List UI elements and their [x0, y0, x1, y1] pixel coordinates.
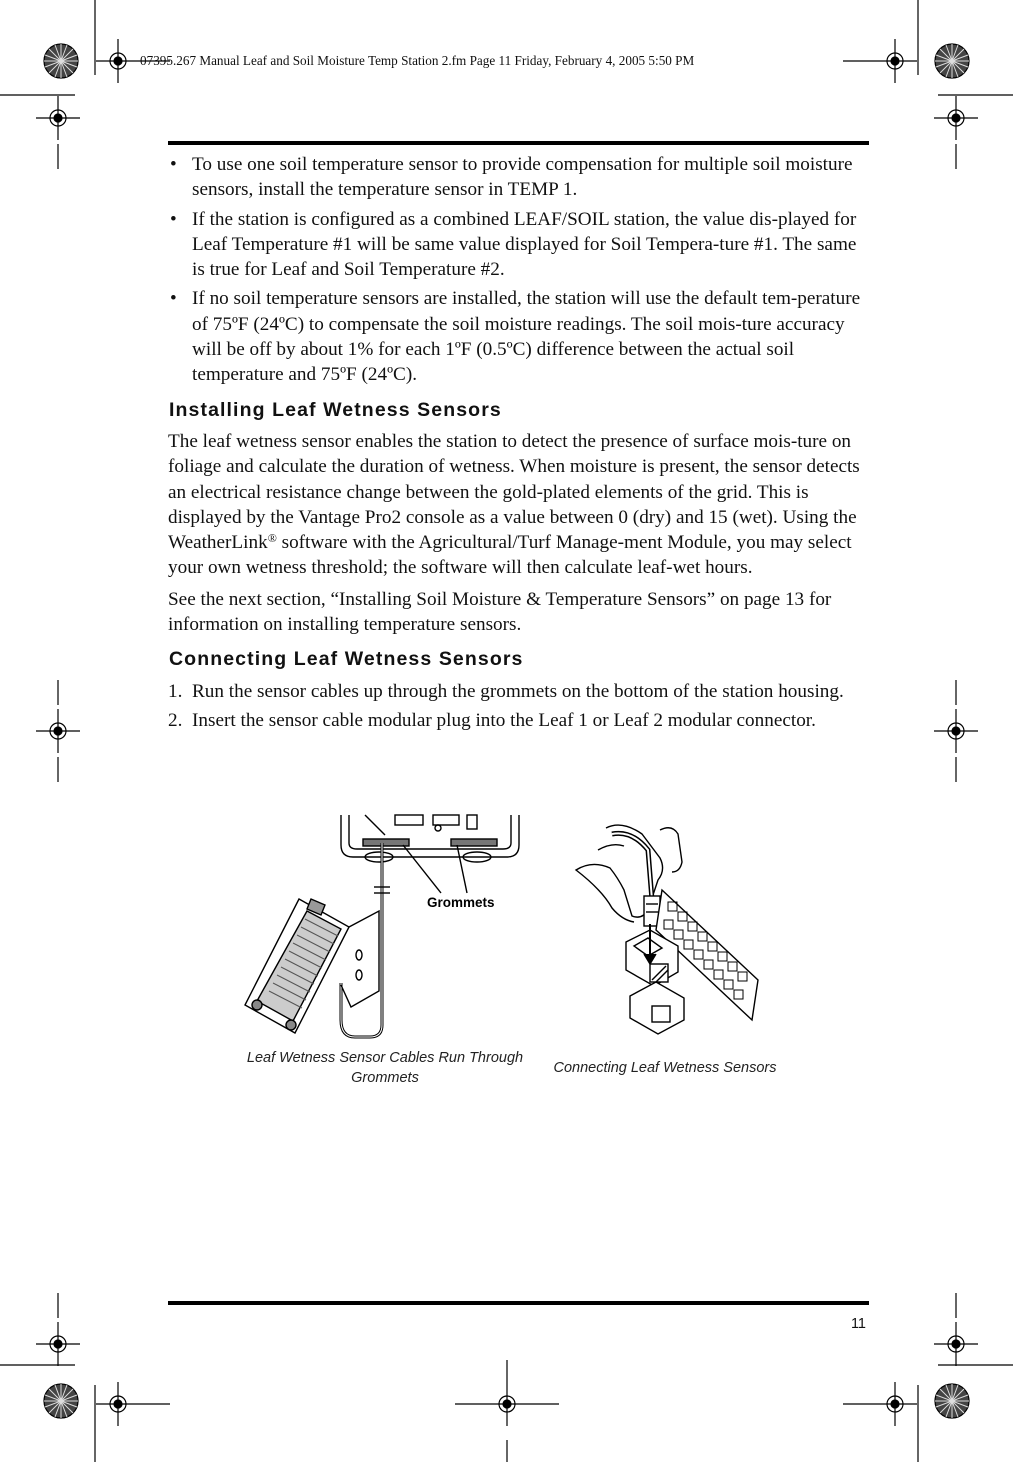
- sunburst-mark-icon: [44, 1384, 78, 1418]
- step-number: 2.: [168, 709, 183, 731]
- crosshair-mark-icon: [934, 1322, 978, 1366]
- grommets-label: Grommets: [427, 895, 495, 910]
- see-next-section-paragraph: See the next section, “Installing Soil Moisture & Temperature Sensors” on page 13 for information on installing temperature sensors.: [168, 588, 832, 636]
- bullet-item: • To use one soil temperature sensor to provide compensation for multiple soil moisture sensors, install the temperature sensor in TEMP 1.: [168, 152, 870, 203]
- crosshair-mark-icon: [873, 1382, 917, 1426]
- description-text-part2: software with the Agricultural/Turf Manage-ment Module, you may select your own wetness threshold; the software will then calculate leaf-wet hours.: [168, 532, 852, 579]
- step-text: Run the sensor cables up through the grommets on the bottom of the station housing.: [192, 680, 844, 702]
- section-heading-connecting: Connecting Leaf Wetness Sensors: [169, 648, 524, 671]
- page-content: [168, 152, 870, 737]
- leaf-wetness-description: [168, 429, 870, 581]
- crosshair-mark-icon: [96, 39, 140, 83]
- step-text: Insert the sensor cable modular plug into the Leaf 1 or Leaf 2 modular connector.: [192, 709, 816, 731]
- bottom-rule: [168, 1301, 869, 1305]
- bullet-list: [168, 152, 870, 388]
- left-caption-line2: Grommets: [351, 1070, 419, 1086]
- bullet-item: • If no soil temperature sensors are installed, the station will use the default tem-perature of 75ºF (24ºC) to compensate the soil moisture readings. The soil mois-ture accuracy will be off by about 1% for each 1ºF (0.5ºC) difference between the actual soil temperature and 75ºF (24ºC).: [168, 286, 870, 387]
- page-number: 11: [850, 1316, 866, 1332]
- grommets-illustration: [245, 815, 525, 1045]
- crosshair-mark-icon: [934, 96, 978, 140]
- bullet-item: • If the station is configured as a combined LEAF/SOIL station, the value dis-played for Leaf Temperature #1 will be same value displayed for Soil Tempera-ture #1. The same is true for Leaf and Soil Temperature #2.: [168, 207, 870, 283]
- crosshair-mark-icon: [36, 96, 80, 140]
- sunburst-mark-icon: [44, 44, 78, 78]
- left-figure-caption: [230, 1048, 540, 1088]
- registered-mark: ®: [267, 531, 277, 546]
- top-rule: [168, 141, 869, 145]
- steps-list: [168, 679, 870, 734]
- right-figure-caption: Connecting Leaf Wetness Sensors: [553, 1060, 777, 1076]
- sunburst-mark-icon: [935, 44, 969, 78]
- crosshair-mark-icon: [36, 1322, 80, 1366]
- print-header: 07395.267 Manual Leaf and Soil Moisture Temp Station 2.fm Page 11 Friday, February 4, 2005 5:50 PM: [140, 53, 695, 68]
- step-item: [168, 708, 870, 733]
- step-item: [168, 679, 870, 704]
- crosshair-mark-icon: [873, 39, 917, 83]
- step-number: 1.: [168, 680, 183, 702]
- left-caption-line1: Leaf Wetness Sensor Cables Run Through: [246, 1050, 524, 1066]
- crosshair-mark-icon: [934, 709, 978, 753]
- sunburst-mark-icon: [935, 1384, 969, 1418]
- crosshair-mark-icon: [485, 1382, 529, 1426]
- crosshair-mark-icon: [36, 709, 80, 753]
- section-heading-installing: Installing Leaf Wetness Sensors: [169, 398, 502, 421]
- connector-illustration: [572, 820, 772, 1030]
- crosshair-mark-icon: [96, 1382, 140, 1426]
- description-text-part1: The leaf wetness sensor enables the station to detect the presence of surface mois-ture on foliage and calculate the duration of wetness. When moisture is present, the sensor detects an electrical resistance change between the gold-plated elements of the grid. This is displayed by the Vantage Pro2 console as a value between 0 (dry) and 15 (wet). Using the WeatherLink: [168, 430, 860, 554]
